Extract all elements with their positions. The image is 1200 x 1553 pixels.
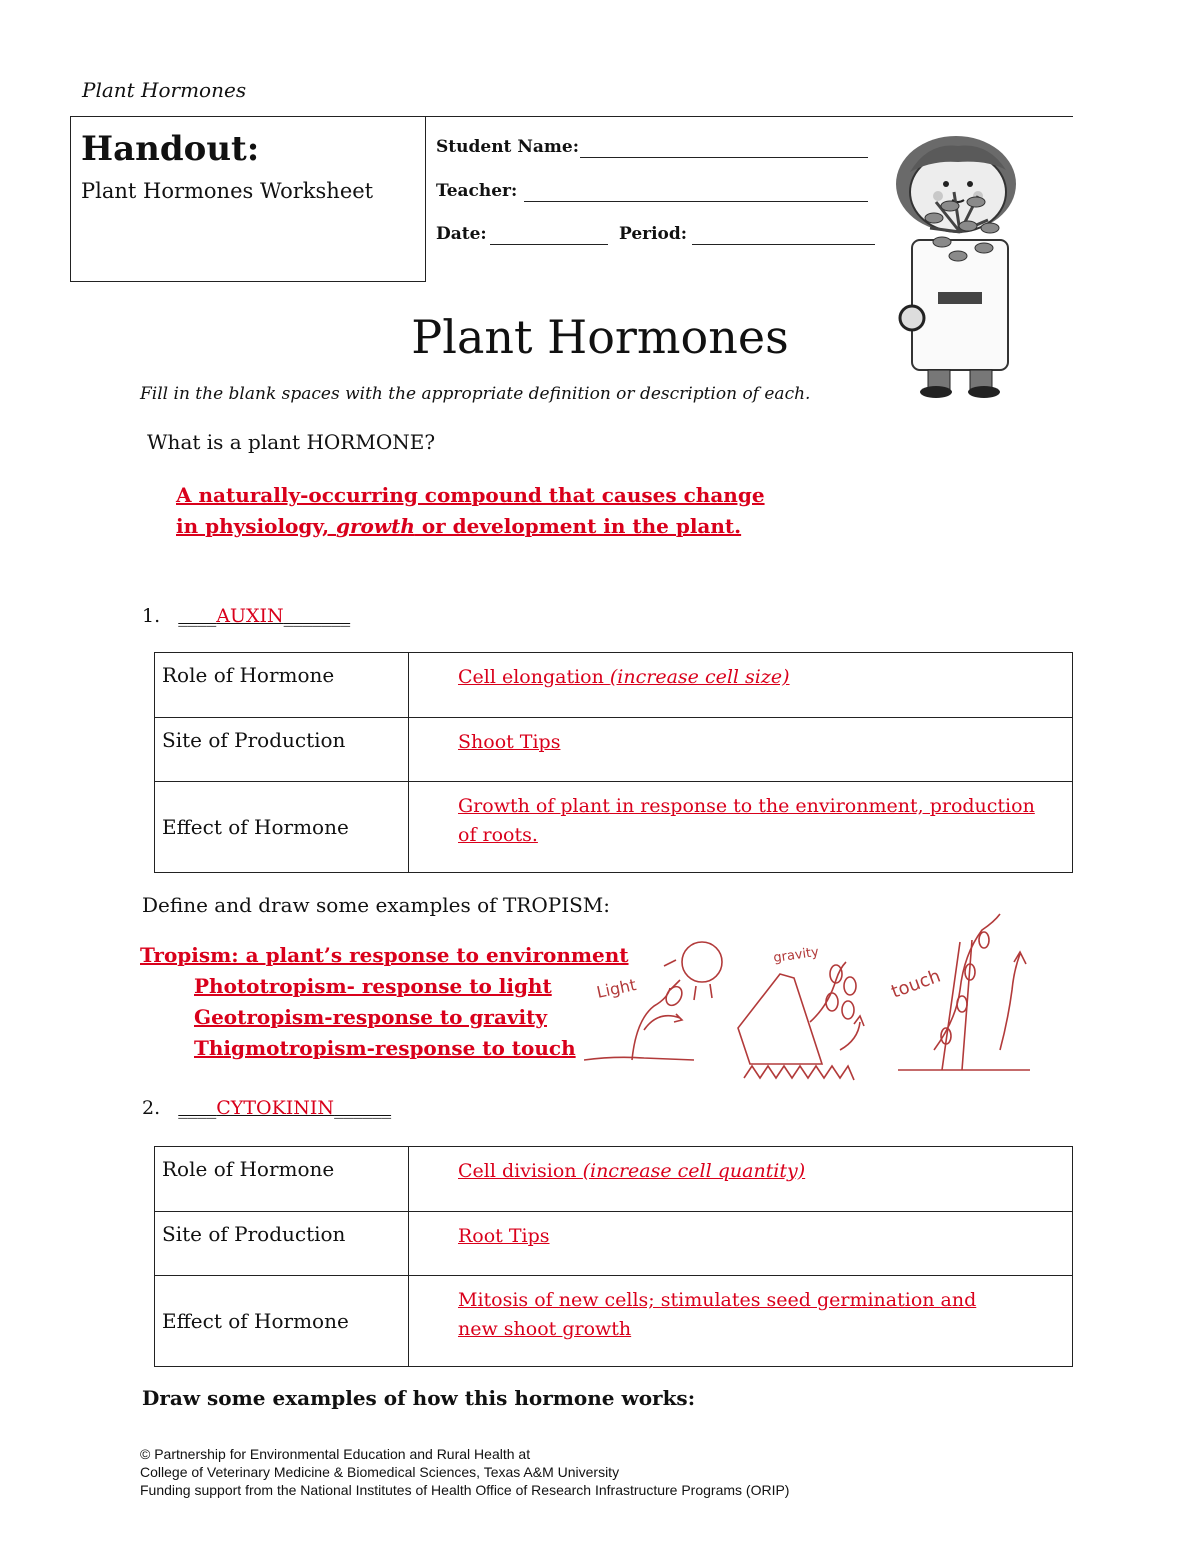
value-text: Cell elongation (458, 666, 610, 688)
student-name-blank[interactable] (580, 157, 868, 158)
handout-label: Handout: (81, 129, 260, 169)
handout-subtitle: Plant Hormones Worksheet (81, 179, 374, 203)
teacher-blank[interactable] (524, 201, 868, 202)
student-name-field: Student Name: (436, 137, 579, 157)
draw-prompt: Draw some examples of how this hormone works: (142, 1386, 696, 1410)
hormone-number: 2. (142, 1097, 161, 1119)
table-row (155, 718, 1073, 782)
tropism-item: Geotropism-response to gravity (194, 1005, 547, 1029)
tropism-question: Define and draw some examples of TROPISM: (142, 893, 611, 917)
table-row (155, 782, 1073, 873)
teacher-label: Teacher: (436, 181, 518, 201)
hormone-question: What is a plant HORMONE? (147, 430, 436, 454)
value-text: Cell division (458, 1160, 583, 1182)
value-text: Root Tips (458, 1225, 550, 1247)
tropism-sketches (584, 910, 1034, 1090)
period-field: Period: (619, 224, 688, 244)
sketch-label-touch: touch (888, 965, 944, 1003)
sketch-label-gravity: gravity (772, 944, 820, 966)
row-value (409, 1276, 1073, 1367)
handout-box (70, 116, 426, 282)
tropism-item: Phototropism- response to light (194, 974, 552, 998)
answer-line-1: A naturally-occurring compound that causes change (176, 483, 765, 507)
row-value (409, 1147, 1073, 1212)
footer (140, 1445, 789, 1499)
date-label: Date: (436, 224, 487, 244)
period-blank[interactable] (692, 244, 875, 245)
student-name-label: Student Name (436, 137, 573, 157)
hormone-2-heading: 2. ____CYTOKININ______ (142, 1097, 392, 1119)
date-blank[interactable] (490, 244, 608, 245)
instructions: Fill in the blank spaces with the appropriate definition or description of each. (140, 384, 811, 404)
row-value (409, 782, 1073, 873)
table-row (155, 653, 1073, 718)
footer-line: College of Veterinary Medicine & Biomedical Sciences, Texas A&M University (140, 1464, 620, 1480)
answer-text: or development in the plant. (414, 514, 742, 538)
row-label: Site of Production (155, 1212, 409, 1276)
footer-line: © Partnership for Environmental Education and Rural Health at (140, 1446, 531, 1462)
header-rule (425, 116, 1073, 117)
value-text: Mitosis of new cells; stimulates seed germination and new shoot growth (458, 1289, 977, 1340)
answer-text: in physiology, (176, 514, 336, 538)
row-value (409, 718, 1073, 782)
row-label: Site of Production (155, 718, 409, 782)
row-value (409, 1212, 1073, 1276)
row-label: Role of Hormone (155, 653, 409, 718)
hormone-2-table (154, 1146, 1073, 1367)
hormone-1-table (154, 652, 1073, 873)
hormone-number: 1. (142, 605, 161, 627)
row-label: Effect of Hormone (155, 782, 409, 873)
hormone-name: CYTOKININ (216, 1097, 335, 1119)
table-row (155, 1212, 1073, 1276)
tropism-answer (140, 940, 629, 1064)
tropism-item: Thigmotropism-response to touch (194, 1036, 576, 1060)
hormone-1-heading: 1. ____AUXIN_______ (142, 605, 351, 627)
sketch-label-light: Light (594, 975, 638, 1002)
row-value (409, 653, 1073, 718)
value-italic: (increase cell size) (609, 666, 790, 688)
value-text: Shoot Tips (458, 731, 561, 753)
hormone-answer (176, 480, 765, 542)
answer-emphasis: growth (336, 514, 415, 538)
page-title: Plant Hormones (411, 310, 789, 364)
period-label: Period (619, 224, 681, 244)
table-row (155, 1147, 1073, 1212)
table-row (155, 1276, 1073, 1367)
answer-line-2 (176, 511, 765, 542)
hormone-name: AUXIN (216, 605, 284, 627)
footer-line: Funding support from the National Institutes of Health Office of Research Infrastructure Programs (ORIP) (140, 1482, 790, 1498)
tropism-definition: Tropism: a plant’s response to environment (140, 943, 629, 967)
running-title: Plant Hormones (82, 78, 247, 102)
row-label: Role of Hormone (155, 1147, 409, 1212)
value-text: Growth of plant in response to the environment, production of roots. (458, 795, 1035, 846)
value-italic: (increase cell quantity) (582, 1160, 806, 1182)
row-label: Effect of Hormone (155, 1276, 409, 1367)
